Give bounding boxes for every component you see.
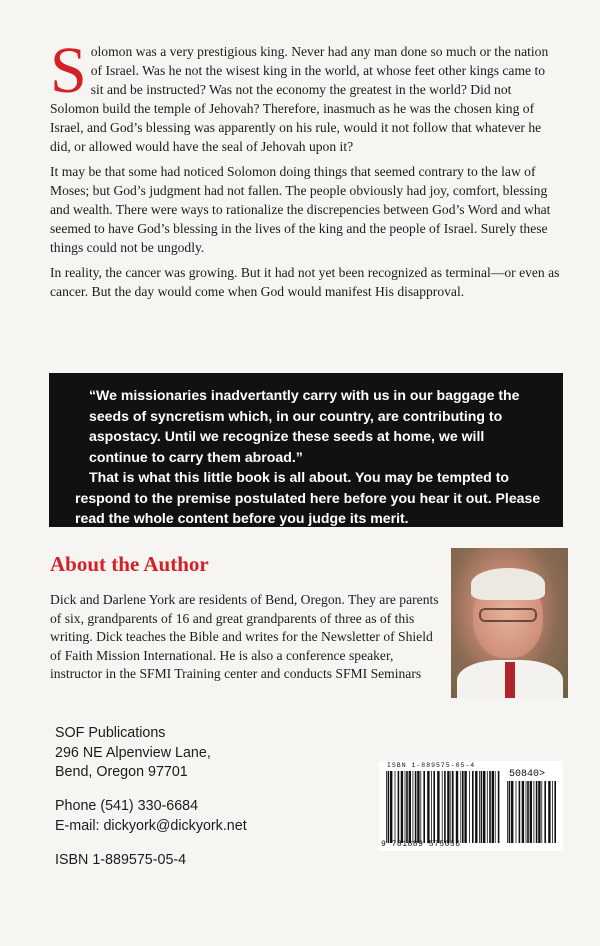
publisher-name: SOF Publications [55,725,166,741]
publisher-street: 296 NE Alpenview Lane, [55,744,211,761]
barcode-price-code: 50840> [509,769,546,780]
barcode [379,761,563,851]
barcode-isbn-label: ISBN 1-889575-05-4 [387,762,476,769]
price-barcode-bars [506,781,556,843]
missionary-quote: “We missionaries inadvertantly carry with us in our baggage the seeds of syncretism which, in our country, are contributing to aspostacy. Until we recognize these seeds at home, we will continue to carry them abroad.” [89,387,520,465]
barcode-number: 9 781889 575056 [381,840,461,849]
drop-cap: S [50,34,87,107]
quote-followup: That is what this little book is all about. You may be tempted to respond to the premise postulated here before you hear it out. Please read the whole content before you judge its merit. [75,469,541,526]
email: E-mail: dickyork@dickyork.net [55,817,247,834]
paragraph-1-text: olomon was a very prestigious king. Never had any man done so much or the nation of Israel. Was he not the wisest king in the world, at whose feet other kings came to sit and be instructed? Was not the economy the greatest in the world? Did not Solomon build the temple of Jehovah? Therefore, inasmuch as he was the chosen king of Israel, and God’s blessing was apparently on his rule, would it not follow that whatever he did, or allowed would have the seal of Jehovah upon it? [50,44,549,154]
phone: Phone (541) 330-6684 [55,798,199,814]
author-photo [451,548,568,698]
intro-text [50,34,560,307]
paragraph-3: In reality, the cancer was growing. But it had not yet been recognized as terminal—or even as cancer. But the day would come when God would manifest His disapproval. [50,265,560,299]
about-author-heading: About the Author [50,552,209,576]
isbn-text: ISBN 1-889575-05-4 [55,852,187,868]
quote-box [49,373,563,527]
paragraph-1 [50,34,560,156]
paragraph-2: It may be that some had noticed Solomon doing things that seemed contrary to the law of Moses; but God’s judgment had not fallen. The people obviously had joy, comfort, blessing and wealth. There were ways to rationalize the discrepencies between God’s Word and what seemed to have God’s blessing in the lives of the king and the people of Israel. Surely these things could not be ungodly. [50,164,551,255]
publisher-address [55,724,211,783]
contact-info [55,797,247,836]
ean-barcode-bars [385,771,501,843]
publisher-city: Bend, Oregon 97701 [55,764,188,780]
about-author-text: Dick and Darlene York are residents of Bend, Oregon. They are parents of six, grandparents of 16 and great grandparents of three as of this writing. Dick teaches the Bible and writes for the Newsletter of Shield of Faith Mission International. He is also a conference speaker, instructor in the SFMI Training center and conducts SFMI Seminars [50,592,439,681]
